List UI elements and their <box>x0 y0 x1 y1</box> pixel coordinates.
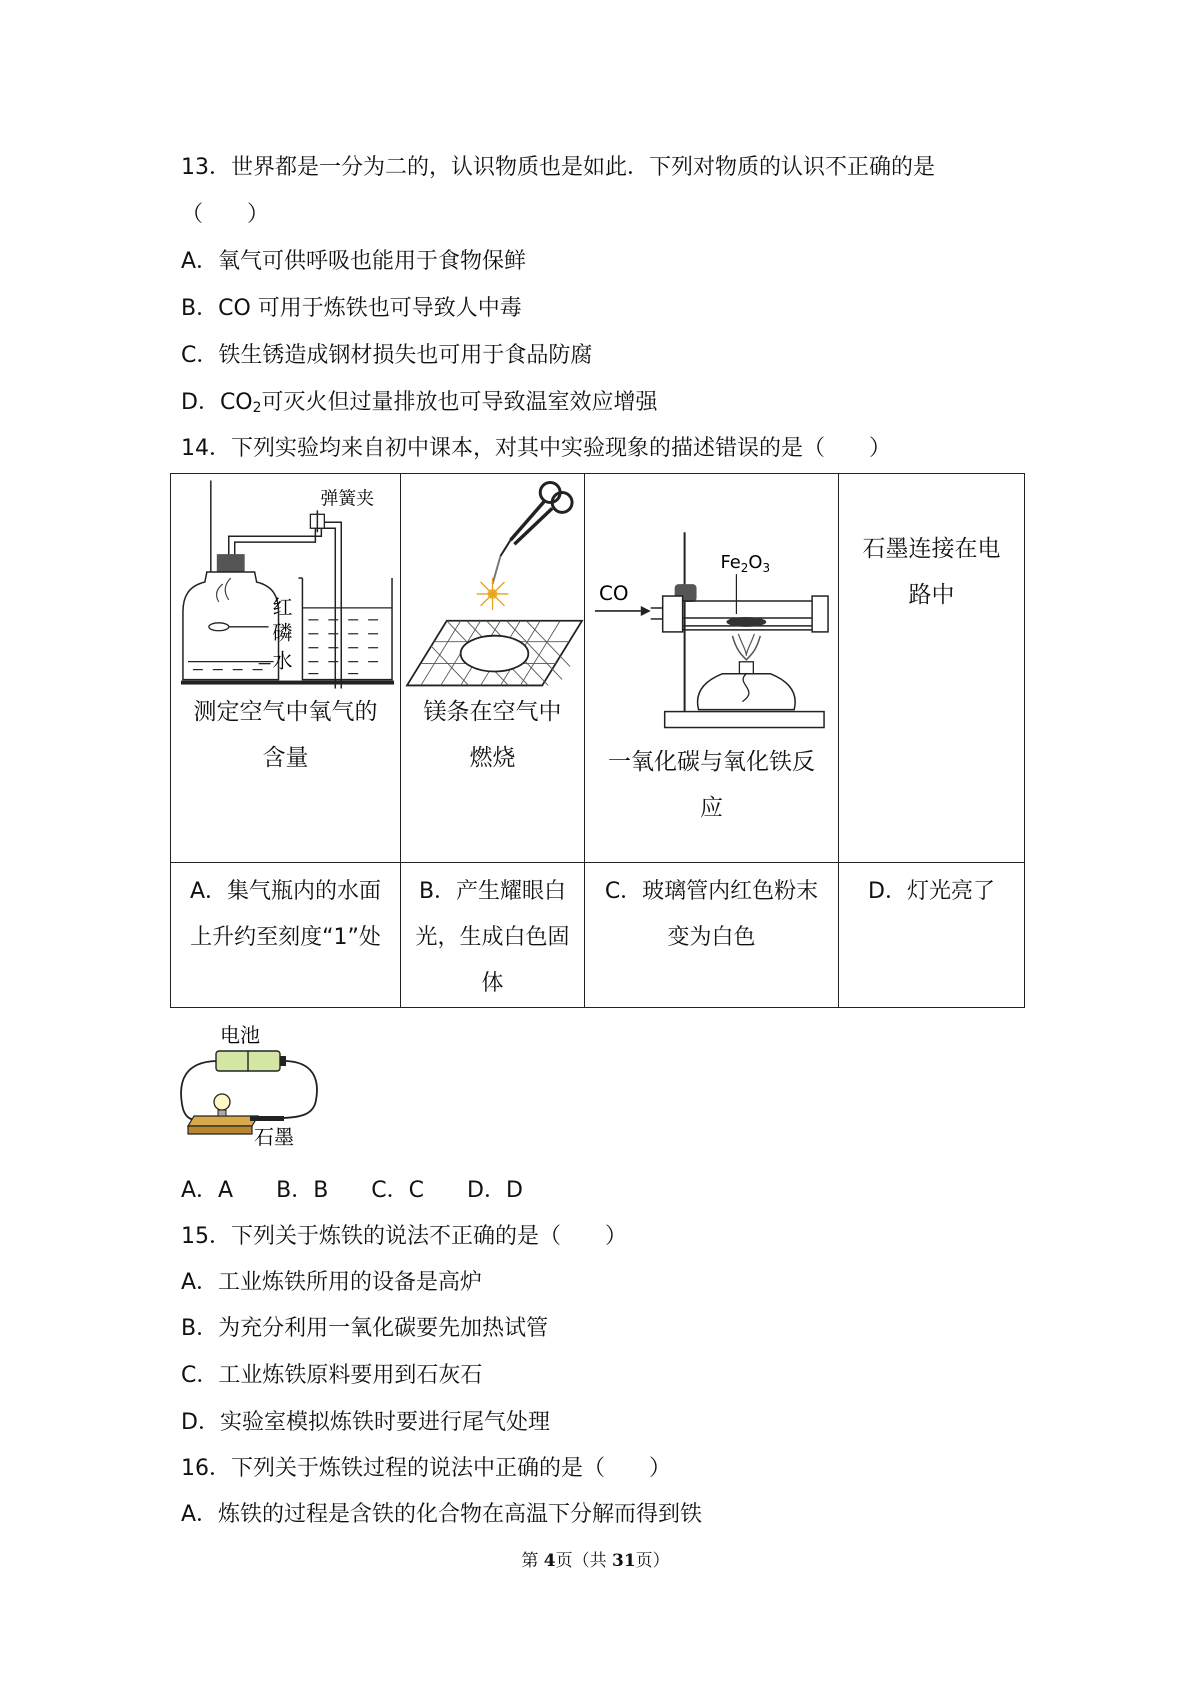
question-15-stem: 15．下列关于炼铁的说法不正确的是（ ） <box>181 1224 627 1249</box>
graphite-rod <box>250 1116 284 1121</box>
footer-total-pages: 31 <box>611 1551 636 1571</box>
magnesium-ribbon <box>493 556 501 584</box>
question-16-option-a: A．炼铁的过程是含铁的化合物在高温下分解而得到铁 <box>181 1502 703 1527</box>
experiment-table <box>170 473 1025 1008</box>
graphite-description <box>839 474 1024 618</box>
caption-oxygen-2: 含量 <box>262 745 309 771</box>
option-b-line-3: 体 <box>481 971 504 996</box>
option-b-text <box>401 863 584 1007</box>
question-13-option-d <box>181 388 658 423</box>
beaker <box>302 578 392 680</box>
battery-label: 电池 <box>220 1023 260 1047</box>
footer-page-number: 4 <box>543 1551 556 1571</box>
question-13-option-b: B．CO 可用于炼铁也可导致人中毒 <box>181 296 522 321</box>
caption-co-2: 应 <box>700 795 723 821</box>
option-cell-b <box>401 863 585 1008</box>
right-stopper <box>812 596 828 632</box>
option-cell-d <box>839 863 1025 1008</box>
footer-middle: 页（共 <box>555 1551 612 1571</box>
graphite-text-1: 石墨连接在电 <box>862 536 1001 562</box>
answer-choice-a: A．A <box>181 1178 234 1203</box>
oxygen-measurement-apparatus <box>171 474 400 689</box>
option-c-text <box>585 863 838 961</box>
page-footer <box>0 1546 1191 1571</box>
option-d-line-1: D．灯光亮了 <box>868 879 995 904</box>
question-14-answer-choices <box>181 1176 559 1206</box>
question-15-option-b: B．为充分利用一氧化碳要先加热试管 <box>181 1316 549 1341</box>
fe-text: Fe <box>720 552 741 574</box>
answer-choice-c: C．C <box>371 1178 425 1203</box>
question-15-option-d: D．实验室模拟炼铁时要进行尾气处理 <box>181 1410 550 1435</box>
wood-base <box>188 1116 258 1126</box>
option-d-prefix: D．CO <box>181 390 253 415</box>
co2-subscript: 2 <box>252 400 262 416</box>
question-14-stem: 14．下列实验均来自初中课本，对其中实验现象的描述错误的是（ ） <box>181 436 891 461</box>
co-iron-oxide-apparatus <box>585 474 838 739</box>
caption-magnesium-1: 镁条在空气中 <box>423 699 562 725</box>
co-label: CO <box>598 582 629 606</box>
gas-flow-arrow-icon <box>641 606 651 616</box>
o-text: O <box>748 552 763 574</box>
option-cell-c <box>585 863 839 1008</box>
experiment-cell-co-reduction <box>585 474 839 863</box>
caption-magnesium-2: 燃烧 <box>469 745 516 771</box>
iron-oxide-powder <box>726 617 766 627</box>
question-13-stem: 13．世界都是一分为二的，认识物质也是如此．下列对物质的认识不正确的是 <box>181 155 935 180</box>
experiment-cell-magnesium <box>401 474 585 863</box>
label-red-1: 红 <box>272 595 293 619</box>
label-phosphorus: 磷 <box>272 621 293 645</box>
left-stopper <box>663 596 683 632</box>
experiment-cell-oxygen <box>171 474 401 863</box>
option-b-line-2: 光，生成白色固 <box>415 925 570 950</box>
clamp-label: 弹簧夹 <box>320 488 375 510</box>
light-bulb-icon <box>214 1094 230 1110</box>
option-a-line-2: 上升约至刻度“1”处 <box>190 925 381 950</box>
experiment-cell-graphite <box>839 474 1025 863</box>
option-d-text <box>839 863 1024 915</box>
question-13-answer-blank: （ ） <box>181 202 270 227</box>
option-a-text <box>171 863 400 961</box>
fe-subscript: 2 <box>740 561 749 576</box>
question-15-option-a: A．工业炼铁所用的设备是高炉 <box>181 1270 483 1295</box>
question-13-option-c: C．铁生锈造成钢材损失也可用于食品防腐 <box>181 343 593 368</box>
battery-circuit-diagram <box>178 1022 323 1147</box>
footer-suffix: 页） <box>635 1551 670 1571</box>
caption-co-1: 一氧化碳与氧化铁反 <box>608 749 815 775</box>
option-c-line-1: C．玻璃管内红色粉末 <box>604 879 819 904</box>
question-16-stem: 16．下列关于炼铁过程的说法中正确的是（ ） <box>181 1456 671 1481</box>
option-a-line-1: A．集气瓶内的水面 <box>189 879 382 904</box>
option-cell-a <box>171 863 401 1008</box>
fe2o3-label <box>720 552 770 575</box>
option-b-line-1: B．产生耀眼白 <box>418 879 567 904</box>
caption-oxygen-1: 测定空气中氧气的 <box>193 699 378 725</box>
alcohol-lamp <box>698 674 796 710</box>
label-water: 水 <box>272 649 293 673</box>
red-phosphorus-spoon <box>209 623 229 631</box>
graphite-text-2: 路中 <box>908 582 955 608</box>
question-15-option-c: C．工业炼铁原料要用到石灰石 <box>181 1363 483 1388</box>
magnesium-burning-apparatus <box>401 474 584 689</box>
question-13-option-a: A．氧气可供呼吸也能用于食物保鲜 <box>181 249 527 274</box>
option-c-line-2: 变为白色 <box>667 925 756 950</box>
option-d-text: 可灭火但过量排放也可导致温室效应增强 <box>261 390 658 415</box>
stand-base <box>665 712 824 728</box>
answer-choice-b: B．B <box>276 1178 329 1203</box>
answer-choice-d: D．D <box>467 1178 523 1203</box>
graphite-label: 石墨 <box>254 1125 294 1147</box>
o-subscript: 3 <box>762 561 771 576</box>
footer-prefix: 第 <box>521 1551 544 1571</box>
